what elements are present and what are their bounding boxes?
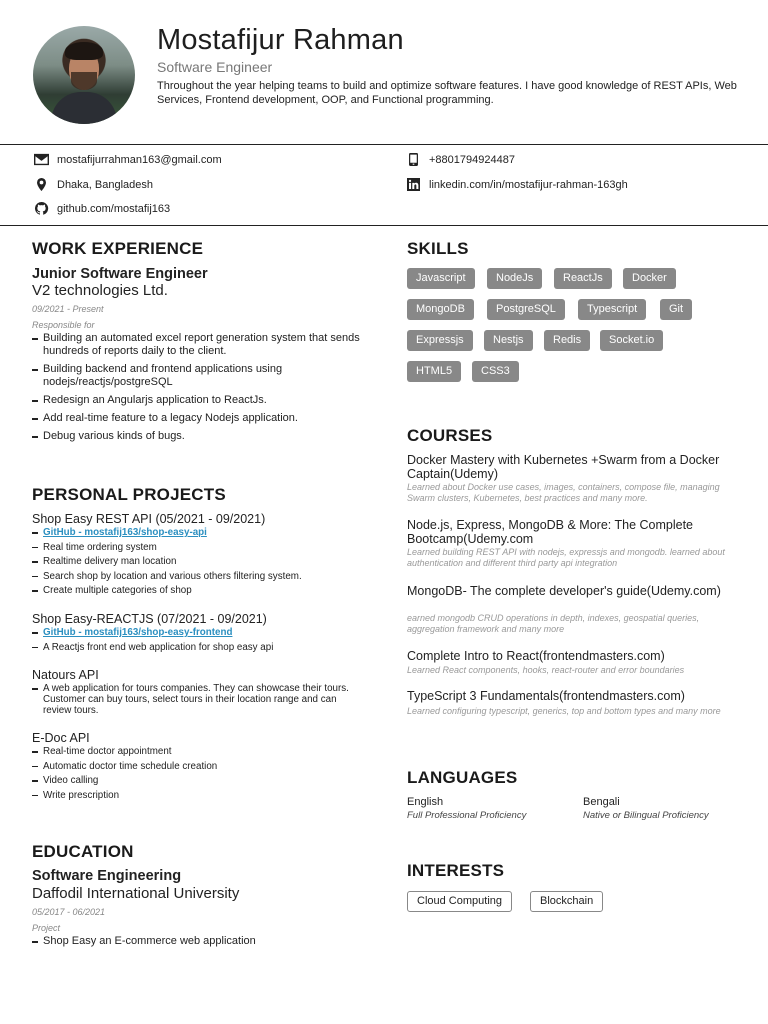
- project-title: Shop Easy REST API (05/2021 - 09/2021): [32, 512, 266, 526]
- list-item: Realtime delivery man location: [32, 556, 367, 568]
- list-item: Automatic doctor time schedule creation: [32, 761, 367, 773]
- contacts-divider: [0, 225, 768, 226]
- skill-tag: Docker: [623, 268, 676, 289]
- github-link[interactable]: GitHub - mostafij163/shop-easy-api: [43, 527, 207, 538]
- list-item: Search shop by location and various others filtering system.: [32, 571, 367, 583]
- list-item: Building backend and frontend applications using nodejs/reactjs/postgreSQL: [32, 363, 367, 389]
- skill-tag: Typescript: [578, 299, 646, 320]
- profile-summary: Throughout the year helping teams to build and optimize software features. I have good knowledge of REST APIs, Web Services, Frontend development, OOP, and Functional programming.: [157, 80, 737, 106]
- list-item: A web application for tours companies. They can showcase their tours. Customer can buy tours, select tours in their location range and can review tours.: [32, 683, 362, 716]
- skill-tag: HTML5: [407, 361, 461, 382]
- course-description: Learned about Docker use cases, images, containers, compose file, managing Swarm clusters, Kubernetes, best practices and many more.: [407, 482, 720, 503]
- skill-tag: Socket.io: [600, 330, 663, 351]
- skill-tag: CSS3: [472, 361, 519, 382]
- skill-tag: Javascript: [407, 268, 475, 289]
- course-description: Learned configuring typescript, generics, top and bottom types and many more: [407, 706, 721, 716]
- projects-heading: PERSONAL PROJECTS: [32, 485, 226, 504]
- skill-tag: PostgreSQL: [487, 299, 565, 320]
- contact-phone[interactable]: [406, 153, 515, 166]
- course-title: TypeScript 3 Fundamentals(frontendmasters.com): [407, 689, 685, 703]
- job-responsibilities-label: Responsible for: [32, 320, 95, 330]
- profile-photo: [33, 26, 135, 124]
- language-level: Native or Bilingual Proficiency: [583, 810, 709, 821]
- education-heading: EDUCATION: [32, 842, 134, 861]
- course-title: Node.js, Express, MongoDB & More: The Complete Bootcamp(Udemy.com: [407, 518, 694, 546]
- project-points: [32, 527, 367, 597]
- project-points: [32, 746, 367, 802]
- list-item: Real-time doctor appointment: [32, 746, 367, 758]
- list-item: Write prescription: [32, 790, 367, 802]
- phone-icon: [406, 153, 421, 166]
- course-title: Docker Mastery with Kubernetes +Swarm from a Docker Captain(Udemy): [407, 453, 720, 481]
- interest-tag: Blockchain: [530, 891, 603, 912]
- candidate-title: Software Engineer: [157, 59, 273, 75]
- list-item: Add real-time feature to a legacy Nodejs application.: [32, 412, 367, 425]
- job-responsibilities: [32, 332, 367, 443]
- list-item: Debug various kinds of bugs.: [32, 430, 367, 443]
- work-heading: WORK EXPERIENCE: [32, 239, 204, 258]
- location-pin-icon: [34, 178, 49, 191]
- skill-tag: Git: [660, 299, 692, 320]
- list-item: Create multiple categories of shop: [32, 585, 367, 597]
- skill-tag: Nestjs: [484, 330, 533, 351]
- education-university: Daffodil International University: [32, 885, 240, 902]
- list-item: Video calling: [32, 775, 367, 787]
- linkedin-text: linkedin.com/in/mostafijur-rahman-163gh: [429, 178, 628, 191]
- github-text: github.com/mostafij163: [57, 202, 171, 215]
- project-points: [32, 683, 362, 716]
- list-item: Building an automated excel report generation system that sends hundreds of reports daily to the client.: [32, 332, 367, 358]
- skill-tag: Expressjs: [407, 330, 473, 351]
- language-name: English: [407, 796, 444, 808]
- contact-linkedin[interactable]: [406, 178, 628, 191]
- email-text: mostafijurrahman163@gmail.com: [57, 153, 222, 166]
- job-company: V2 technologies Ltd.: [32, 282, 168, 299]
- email-icon: [34, 153, 49, 166]
- skills-heading: SKILLS: [407, 239, 469, 258]
- contact-github[interactable]: [34, 202, 170, 215]
- languages-heading: LANGUAGES: [407, 768, 518, 787]
- contact-email[interactable]: [34, 153, 222, 166]
- github-icon: [34, 202, 49, 215]
- skill-tag: Redis: [544, 330, 590, 351]
- project-link[interactable]: [32, 527, 367, 539]
- project-title: E-Doc API: [32, 731, 90, 745]
- education-project-label: Project: [32, 923, 61, 933]
- education-degree: Software Engineering: [32, 868, 182, 884]
- language-level: Full Professional Proficiency: [407, 810, 527, 821]
- project-link[interactable]: [32, 627, 367, 639]
- skill-tag: ReactJs: [554, 268, 612, 289]
- list-item: Redesign an Angularjs application to ReactJs.: [32, 394, 367, 407]
- project-points: [32, 627, 367, 654]
- interests-heading: INTERESTS: [407, 861, 505, 880]
- list-item: Shop Easy an E-commerce web application: [32, 935, 367, 948]
- course-title: MongoDB- The complete developer's guide(Udemy.com): [407, 584, 721, 598]
- resume-header: [0, 0, 768, 144]
- course-title: Complete Intro to React(frontendmasters.com): [407, 649, 665, 663]
- github-link[interactable]: GitHub - mostafij163/shop-easy-frontend: [43, 627, 233, 638]
- skill-tag: MongoDB: [407, 299, 474, 320]
- phone-text: +8801794924487: [429, 153, 515, 166]
- job-title: Junior Software Engineer: [32, 266, 208, 282]
- location-text: Dhaka, Bangladesh: [57, 178, 154, 191]
- project-title: Shop Easy-REACTJS (07/2021 - 09/2021): [32, 612, 267, 626]
- project-title: Natours API: [32, 668, 99, 682]
- course-description: Learned React components, hooks, react-router and error boundaries: [407, 665, 685, 675]
- education-projects: [32, 935, 367, 948]
- course-description: Learned building REST API with nodejs, expressjs and mongodb. learned about authentication and different third party api integration: [407, 547, 725, 568]
- candidate-name: Mostafijur Rahman: [157, 24, 404, 56]
- language-name: Bengali: [583, 796, 620, 808]
- interest-tag: Cloud Computing: [407, 891, 512, 912]
- contact-location: [34, 178, 153, 191]
- education-dates: 05/2017 - 06/2021: [32, 907, 106, 917]
- header-divider: [0, 144, 768, 145]
- list-item: Real time ordering system: [32, 542, 367, 554]
- list-item: A Reactjs front end web application for shop easy api: [32, 642, 367, 654]
- skill-tag: NodeJs: [487, 268, 542, 289]
- courses-heading: COURSES: [407, 426, 493, 445]
- course-description: earned mongodb CRUD operations in depth, indexes, geospatial queries, aggregation framework and many more: [407, 613, 700, 634]
- job-dates: 09/2021 - Present: [32, 304, 104, 314]
- linkedin-icon: [406, 178, 421, 191]
